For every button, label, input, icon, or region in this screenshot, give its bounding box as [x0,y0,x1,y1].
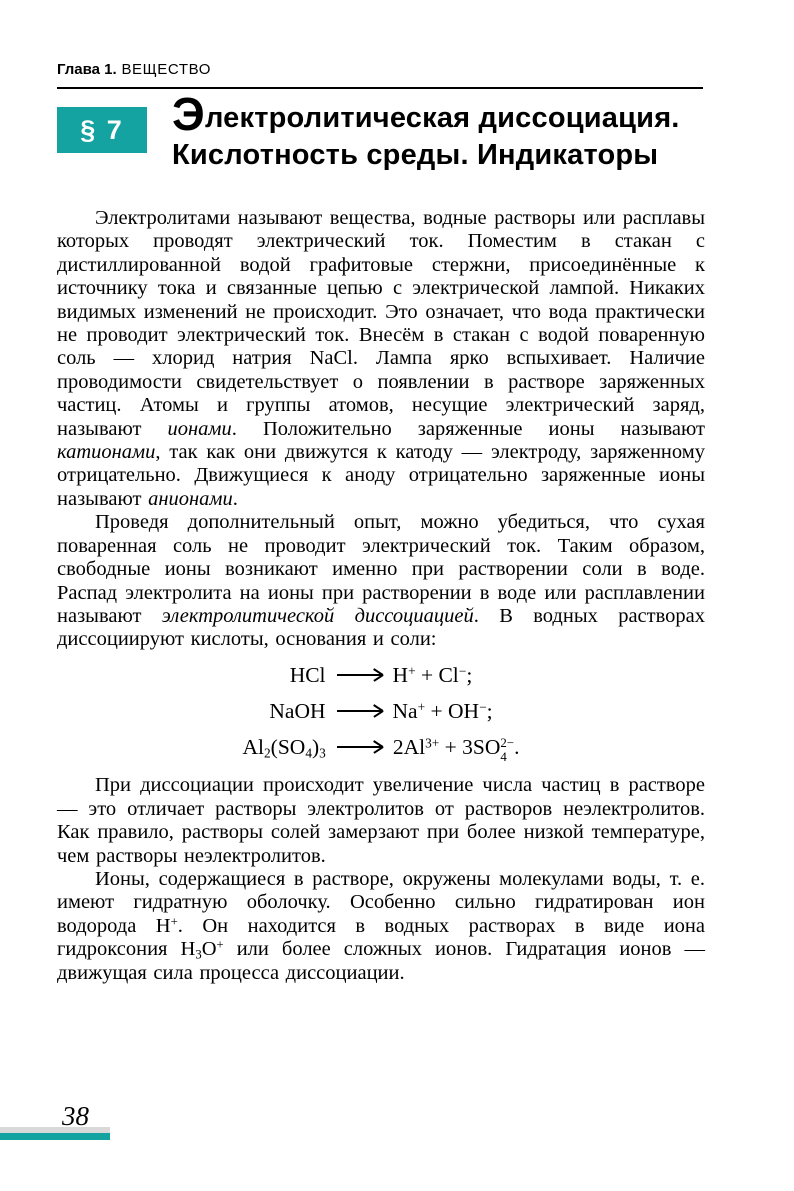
text-run: электролитической диссоциацией [161,604,474,627]
equation-text: . [514,734,520,759]
chapter-number-label: Глава 1. [57,61,117,78]
text-run: Ионы, содержащиеся в растворе, окружены молекулами воды, т. е. имеют гидратную оболочку. Особенно сильно гидратирован ион водорода H [57,867,705,937]
superscript-text: + [216,937,224,952]
reaction-arrow-icon [337,710,383,712]
section-number: § 7 [80,114,124,145]
text-run: . Он находится в водных растворах в виде иона гидроксония H [57,914,705,961]
superscript-text: + [170,914,178,929]
equation-text: (SO [270,734,306,759]
equation-text: HCl [289,662,326,687]
equation-text: + OH [425,698,480,723]
text-run: O [201,938,217,961]
equation-text: H [392,662,409,687]
text-run: . В водных растворах диссоциируют кислоты, основания и соли: [57,604,705,651]
equation-text: + Cl [415,662,459,687]
text-run: Проведя дополнительный опыт, можно убедиться, что сухая поваренная соль не проводит электрический ток. Таким образом, свободные ионы возникают именно при растворении соли в воде. Распад электролита на ионы при растворении в воде или расплавлении называют [57,511,705,627]
equation-text: ; [466,662,473,687]
title-line-2: Кислотность среды. Индикаторы [172,139,659,171]
subscript-text: 3 [195,947,202,962]
text-run: . Положительно заряженные ионы называют [231,417,705,440]
equation-line [57,662,705,688]
superscript-text: − [479,699,487,715]
equation-text: NaOH [269,698,326,723]
equation-line [57,734,705,765]
equation-text: ; [486,698,493,723]
title-line-1 [172,88,680,140]
section-title [172,88,680,174]
page-footer [0,1100,794,1170]
text-run: катионами [57,441,156,464]
section-number-badge [57,107,147,153]
stack-subscript: 4 [500,749,507,764]
superscript-text: + [417,699,426,715]
text-run: Электролитами называют вещества, водные растворы или расплавы которых проводят электрический ток. Поместим в стакан с дистиллированной водой графитовые стержни, присоединённые к источнику тока и связанные цепью с электрической лампой. Никаких видимых изменений не происходит. Это означает, что вода практически не проводит электрический ток. Внесём в стакан с водой поваренную соль — хлорид натрия NaCl. Лампа ярко вспыхивает. Наличие проводимости свидетельствует о появлении в растворе заряженных частиц. Атомы и группы атомов, несущие электрический заряд, называют [57,207,705,440]
page-number: 38 [62,1101,89,1131]
text-run: или более сложных ионов. Гидратация ионов — движущая сила процесса диссоциации. [57,938,705,984]
reaction-arrow-icon [337,674,383,676]
subscript-text: 2 [264,745,271,761]
title-drop-cap: Э [172,88,205,140]
equation-text: 2Al [392,734,426,759]
text-run: анионами [148,487,233,510]
text-run: , так как они движутся к катоду — электроду, заряженному отрицательно. Движущиеся к аноду отрицательно заряженные ионы называют [57,441,705,510]
stack-superscript: 2− [500,736,515,751]
paragraph [57,207,705,511]
subscript-text: 4 [305,745,312,761]
text-run: ионами [167,417,232,440]
section-heading [57,88,717,174]
equation-line [57,698,705,724]
superscript-text: − [458,663,467,679]
title-line-1-text: лектролитическая диссоциация. [204,102,680,134]
superscript-text: 3+ [425,735,440,751]
equation-text: + 3SO [439,734,501,759]
equation-text: ) [312,734,320,759]
body-text [57,207,705,985]
paragraph [57,868,705,985]
text-run: При диссоциации происходит увеличение числа частиц в растворе — это отличает растворы электролитов от растворов неэлектролитов. Как правило, растворы солей замерзают при более низкой температуре, чем растворы неэлектролитов. [57,774,705,867]
footer-bar-teal [0,1133,110,1140]
charge-subscript-stack [500,737,514,764]
equation-text: Na [392,698,418,723]
equation-text: Al [242,734,264,759]
paragraph [57,774,705,868]
paragraph [57,511,705,651]
reaction-arrow-icon [337,746,383,748]
chapter-header [57,61,703,89]
subscript-text: 3 [319,745,326,761]
text-run: . [232,487,238,510]
superscript-text: + [408,663,416,679]
chapter-title-label: ВЕЩЕСТВО [116,61,211,78]
